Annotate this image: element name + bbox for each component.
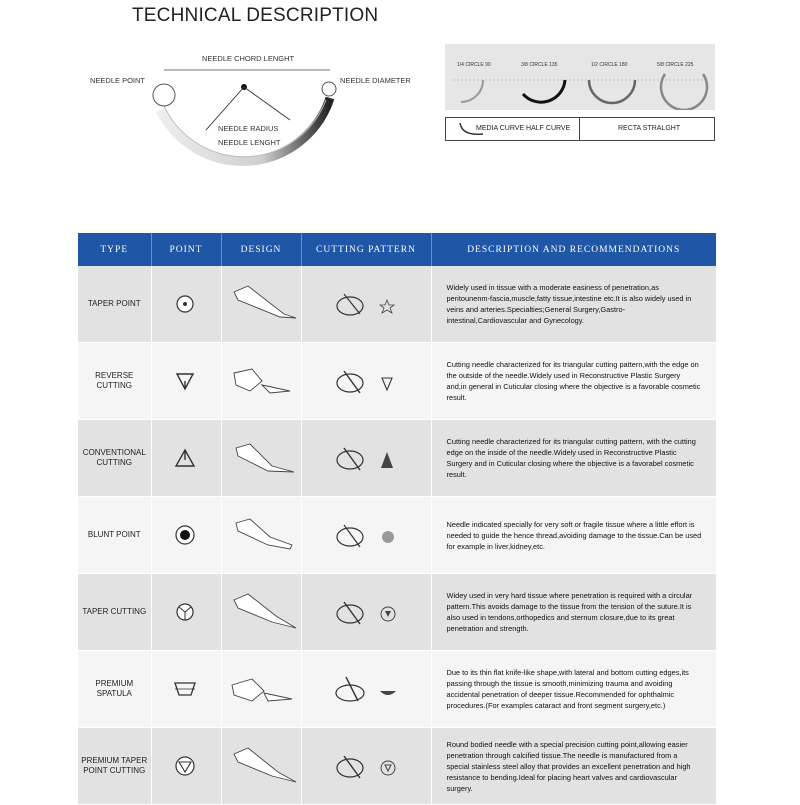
table-header-row	[78, 233, 716, 266]
cutting-pattern-icon	[302, 361, 432, 401]
needle-point-label: NEEDLE POINT	[90, 76, 146, 85]
conventional-cutting-icon	[152, 443, 222, 473]
premium-taper-cutting-icon	[152, 751, 222, 781]
needle-anatomy-diagram	[80, 40, 440, 210]
row-type: REVERSE CUTTING	[95, 371, 134, 390]
three-eighths-circle-icon	[523, 80, 565, 102]
needle-diameter-label: NEEDLE DIAMETER	[340, 76, 411, 85]
row-type: BLUNT POINT	[87, 530, 141, 539]
row-type: PREMIUM TAPER POINT CUTTING	[81, 756, 148, 775]
table-row	[78, 574, 716, 651]
taper-point-design-icon	[222, 284, 302, 324]
spatula-icon	[152, 674, 222, 704]
row-type: TAPER POINT	[87, 299, 141, 308]
quarter-circle-icon	[461, 80, 483, 102]
arc-types-panel	[445, 44, 715, 110]
cutting-pattern-icon	[302, 746, 432, 786]
column-header-point: POINT	[151, 233, 221, 266]
table-row	[78, 728, 716, 805]
page-title: TECHNICAL DESCRIPTION	[132, 5, 379, 26]
column-header-type: TYPE	[78, 233, 151, 266]
column-header-design: DESIGN	[221, 233, 301, 266]
needle-radius-label: NEEDLE RADIUS	[218, 124, 279, 133]
blunt-point-design-icon	[222, 515, 302, 555]
row-type: TAPER CUTTING	[82, 607, 147, 616]
premium-taper-cutting-design-icon	[222, 746, 302, 786]
arc-type-label: 1/4 CIRCLE 90	[457, 62, 491, 68]
column-header-cutting-pattern: CUTTING PATTERN	[301, 233, 431, 266]
row-description: Cutting needle characterized for its triangular cutting pattern, with the cutting edge on the inside of the needle.Widely used in Reconstructive Plastic Surgery and in Cuticular closing where the objective is a favorabel cosmetic result.	[446, 437, 696, 479]
half-curve-label: MEDIA CURVE HALF CURVE	[476, 125, 571, 132]
row-description: Widely used in tissue with a moderate easiness of penetration,as peritounenm-fascia,muscle,fatty tissue,intestine etc.It is also widely used in veins and arteries.Specialties;General Surgery,Gastro-intestinal,Cardiovascular and Gynecology.	[446, 283, 692, 325]
needle-length-label: NEEDLE LENGHT	[218, 138, 281, 147]
arc-type-label: 1/2 CIRCLE 180	[591, 62, 628, 68]
table-row	[78, 266, 716, 343]
arc-type-label: 3/8 CIRCLE 135	[521, 62, 558, 68]
blunt-point-icon	[152, 520, 222, 550]
five-eighths-circle-icon	[661, 74, 707, 110]
table-row	[78, 497, 716, 574]
table-row	[78, 343, 716, 420]
reverse-cutting-icon	[152, 366, 222, 396]
cutting-pattern-icon	[302, 515, 432, 555]
arc-type-label: 5/8 CIRCLE 225	[657, 62, 694, 68]
spatula-design-icon	[222, 669, 302, 709]
panel-divider	[579, 118, 580, 140]
cutting-pattern-icon	[302, 284, 432, 324]
row-description: Widey used in very hard tissue where penetration is required with a circular pattern.This avoids damage to the tissue from the tension of the suture.It is also used in tendons,orthopedics and sternum closure,due to its great penetration and strength.	[446, 591, 693, 633]
needle-spec-table	[78, 233, 716, 805]
reverse-cutting-design-icon	[222, 361, 302, 401]
table-row	[78, 651, 716, 728]
conventional-cutting-design-icon	[222, 438, 302, 478]
taper-point-icon	[152, 289, 222, 319]
arc-swatches	[445, 44, 715, 110]
table-row	[78, 420, 716, 497]
chord-length-label: NEEDLE CHORD LENGHT	[202, 54, 295, 63]
straight-label: RECTA STRALGHT	[618, 125, 681, 132]
row-type: CONVENTIONAL CUTTING	[82, 448, 146, 467]
row-description: Due to its thin flat knife-like shape,with lateral and bottom cutting edges,its passing through the tissue is smooth,minimizing trauma and avoiding accidental penetration of deeper tissue.Recommended for ophthalmic procedures.(For examples cataract and front segment surgery,etc.)	[446, 668, 689, 710]
column-header-description: DESCRIPTION AND RECOMMENDATIONS	[431, 233, 716, 266]
cutting-pattern-icon	[302, 669, 432, 709]
half-circle-icon	[589, 80, 635, 103]
cutting-pattern-icon	[302, 438, 432, 478]
row-type: PREMIUM SPATULA	[95, 679, 134, 698]
row-description: Round bodied needle with a special precision cutting point,allowing easier penetration through calcified tissue.The needle is manufactured from a special stainless steel alloy that provides an excellent penetration and high resistance to bending.Ideal for placing heart valves and cardiovascular surgery.	[446, 739, 691, 793]
row-description: Cutting needle characterized for its triangular cutting pattern,with the edge on the outside of the needle.Widely used in Reconstructive Plastic Surgery and,in general in Cuticular closing where the objective is a favorable cosmetic result.	[446, 360, 701, 402]
cutting-pattern-icon	[302, 592, 432, 632]
taper-cutting-design-icon	[222, 592, 302, 632]
taper-cutting-icon	[152, 597, 222, 627]
curve-types-panel	[445, 117, 715, 141]
row-description: Needle indicated specially for very soft or fragile tissue where a little effort is needed to guide the hence thread,avoiding damage to the tissue.Can be used for example in liver,kidney,etc.	[446, 519, 702, 551]
